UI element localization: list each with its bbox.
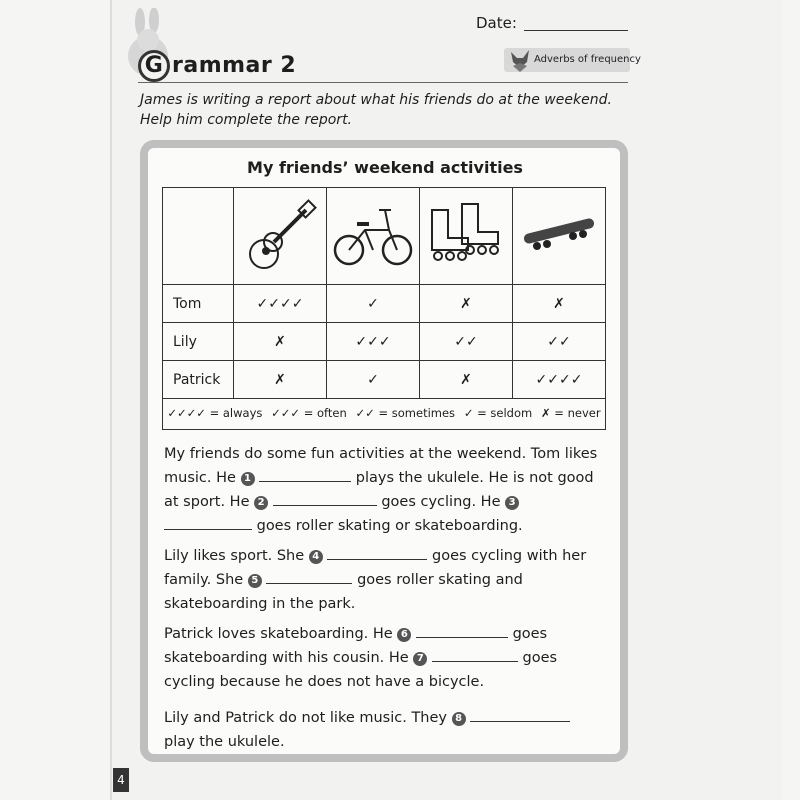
text: goes roller skating and skateboarding in the park.	[164, 572, 523, 612]
title-initial: G	[138, 50, 170, 82]
bicycle-icon	[329, 196, 417, 276]
mark-cell: ✗	[420, 361, 513, 399]
activity-table	[162, 187, 606, 399]
question-number: 4	[309, 550, 323, 564]
box-title: My friends’ weekend activities	[247, 158, 523, 177]
answer-blank[interactable]	[164, 515, 252, 530]
title-text: rammar 2	[172, 53, 297, 78]
mark-cell: ✗	[420, 285, 513, 323]
table-row	[163, 285, 606, 323]
skates-cell	[420, 188, 513, 285]
question-number: 1	[241, 472, 255, 486]
paragraph-patrick	[164, 622, 604, 694]
ukulele-icon	[240, 196, 320, 276]
bicycle-cell	[327, 188, 420, 285]
key-item: ✓✓✓✓ = always	[167, 405, 263, 420]
icon-row	[163, 188, 606, 285]
text: goes cycling with her family. She	[164, 548, 587, 588]
paragraph-music	[164, 706, 604, 754]
text: play the ukulele.	[164, 734, 285, 750]
skateboard-cell	[513, 188, 606, 285]
text: goes cycling. He	[381, 494, 501, 510]
question-number: 3	[505, 496, 519, 510]
mark-cell: ✗	[234, 323, 327, 361]
title-rule	[138, 82, 628, 83]
mark-cell: ✓✓✓✓	[513, 361, 606, 399]
page-number: 4	[113, 768, 129, 792]
key-item: ✓✓ = sometimes	[355, 405, 456, 420]
question-number: 7	[413, 652, 427, 666]
roller-skates-icon	[424, 196, 508, 276]
question-number: 8	[452, 712, 466, 726]
text: goes skateboarding with his cousin. He	[164, 626, 548, 666]
key-item: ✓ = seldom	[463, 405, 533, 420]
answer-blank[interactable]	[416, 623, 508, 638]
page-title	[138, 50, 296, 82]
sheet-edge	[110, 0, 112, 800]
key-item: ✗ = never	[541, 405, 601, 420]
answer-blank[interactable]	[432, 647, 518, 662]
frequency-key	[162, 396, 606, 430]
mark-cell: ✓✓	[513, 323, 606, 361]
answer-blank[interactable]	[259, 467, 351, 482]
instructions: James is writing a report about what his friends do at the weekend. Help him complete the report.	[140, 92, 612, 128]
key-item: ✓✓✓ = often	[271, 405, 347, 420]
mark-cell: ✓✓	[420, 323, 513, 361]
topic-badge-label: Adverbs of frequency	[534, 54, 641, 65]
skateboard-icon	[517, 206, 601, 266]
date-label: Date:	[476, 14, 517, 32]
answer-blank[interactable]	[266, 569, 352, 584]
row-name: Patrick	[163, 361, 234, 399]
answer-blank[interactable]	[273, 491, 377, 506]
text: Patrick loves skateboarding. He	[164, 626, 393, 642]
mark-cell: ✓✓✓✓	[234, 285, 327, 323]
row-name: Lily	[163, 323, 234, 361]
paragraph-lily	[164, 544, 604, 616]
ukulele-cell	[234, 188, 327, 285]
mark-cell: ✓	[327, 285, 420, 323]
date-answer-line[interactable]	[524, 30, 628, 31]
question-number: 6	[397, 628, 411, 642]
question-number: 5	[248, 574, 262, 588]
mark-cell: ✓	[327, 361, 420, 399]
mark-cell: ✗	[513, 285, 606, 323]
answer-blank[interactable]	[327, 545, 427, 560]
text: Lily and Patrick do not like music. They	[164, 710, 447, 726]
row-name: Tom	[163, 285, 234, 323]
table-row	[163, 323, 606, 361]
text: Lily likes sport. She	[164, 548, 305, 564]
mark-cell: ✓✓✓	[327, 323, 420, 361]
text: goes roller skating or skateboarding.	[256, 518, 523, 534]
question-number: 2	[254, 496, 268, 510]
table-row	[163, 361, 606, 399]
paragraph-tom	[164, 442, 604, 538]
answer-blank[interactable]	[470, 707, 570, 722]
fox-icon	[507, 46, 533, 74]
text: My friends do some fun activities at the weekend. Tom likes music. He	[164, 446, 598, 486]
text: goes cycling because he does not have a bicycle.	[164, 650, 558, 690]
mark-cell: ✗	[234, 361, 327, 399]
text: plays the ukulele. He is not good at sport. He	[164, 470, 594, 510]
corner-cell	[163, 188, 234, 285]
